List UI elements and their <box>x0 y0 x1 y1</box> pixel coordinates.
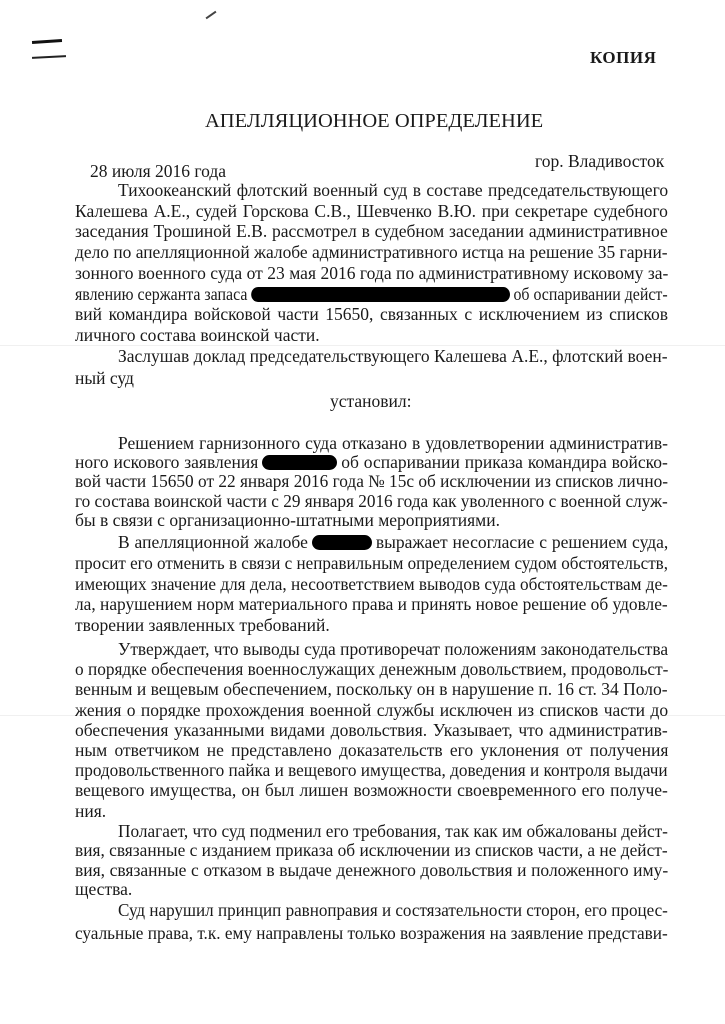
line-text: творении заявленных требований. <box>75 615 330 636</box>
line-text: личного состава воинской части. <box>75 324 320 345</box>
line-text: бы в связи с организационно-штатными мероприятиями. <box>75 509 500 530</box>
paragraph-line <box>75 472 668 491</box>
paragraph-line <box>75 222 668 241</box>
line-text: Тихоокеанский флотский военный суд в составе председательствующего <box>118 180 669 200</box>
paragraph-line <box>75 453 668 472</box>
paragraph-line <box>75 554 668 573</box>
document-title: АПЕЛЛЯЦИОННОЕ ОПРЕДЕЛЕНИЕ <box>205 110 544 132</box>
paragraph-line <box>75 841 668 860</box>
paragraph-line <box>75 305 668 324</box>
line-text: вий командира войсковой части 15650, связанных с исключением из списков <box>75 304 669 325</box>
line-text: Заслушав доклад председательствующего Калешева А.Е., флотский воен- <box>118 346 668 366</box>
line-text: Полагает, что суд подменил его требования, так как им обжалованы дейст- <box>118 821 668 841</box>
paragraph-line <box>75 264 668 283</box>
paragraph-line <box>75 202 668 221</box>
paragraph-line <box>75 861 668 880</box>
paragraph-line <box>75 802 106 821</box>
copy-stamp: КОПИЯ <box>590 48 657 67</box>
paragraph-line <box>75 721 668 740</box>
paragraph-line <box>118 901 668 920</box>
paragraph-line <box>75 680 668 699</box>
redaction-block <box>251 287 510 302</box>
line-text: Решением гарнизонного суда отказано в удовлетворении административ- <box>118 433 669 453</box>
resolution-heading: установил: <box>330 391 412 411</box>
paragraph-line <box>118 347 668 366</box>
paragraph-line <box>75 575 668 594</box>
paragraph-line <box>75 924 668 943</box>
line-text: вой части 15650 от 22 января 2016 года № 15с об исключении из списков лично- <box>75 471 669 492</box>
line-text: явлению сержанта запаса <box>75 283 248 304</box>
paragraph-line <box>75 660 668 679</box>
paragraph-line <box>75 880 132 899</box>
paragraph-line <box>75 511 500 530</box>
redaction-block <box>262 455 337 470</box>
line-text: продовольственного пайка и вещевого имущества, доведения и контроля выдачи <box>75 760 668 781</box>
line-text: суальные права, т.к. ему направлены только возражения на заявление представи- <box>75 923 668 943</box>
handwritten-mark <box>32 55 66 59</box>
document-date: 28 июля 2016 года <box>90 161 227 181</box>
line-text: ным ответчиком не представлено доказательств его уклонения от получения <box>75 740 669 760</box>
line-text: Калешева А.Е., судей Горскова С.В., Шевченко В.Ю. при секретаре судебного <box>75 200 668 221</box>
paragraph-line <box>75 761 668 780</box>
handwritten-mark <box>32 39 62 44</box>
line-text: имеющих значение для дела, несоответствием выводов суда обстоятельствам де- <box>75 573 668 594</box>
paragraph-line <box>75 741 668 760</box>
paragraph-line <box>75 616 330 635</box>
paragraph-line <box>118 822 668 841</box>
redaction-block <box>312 535 372 550</box>
line-text: щества. <box>75 879 133 900</box>
paragraph-line <box>75 781 668 800</box>
paragraph-line <box>118 181 668 200</box>
line-text: Суд нарушил принцип равноправия и состязательности сторон, его процес- <box>118 900 668 920</box>
line-text: обеспечения указанными видами довольствия. Указывает, что административ- <box>75 719 668 740</box>
line-text: выражает несогласие с решением суда, <box>375 532 669 552</box>
paragraph-line <box>75 243 668 262</box>
line-text: Утверждает, что выводы суда противоречат положениям законодательства <box>118 639 669 659</box>
paragraph-line <box>118 533 668 552</box>
line-text: о порядке обеспечения военнослужащих денежным довольствием, продовольст- <box>75 659 669 680</box>
line-text: ла, нарушением норм материального права и принять новое решение об удовле- <box>75 594 668 615</box>
line-text: В апелляционной жалобе <box>118 532 308 552</box>
line-text: жения о порядке прохождения военной службы исключен из списков части до <box>75 699 669 720</box>
line-text: об оспаривании дейст- <box>513 283 668 304</box>
line-text: вещевого имущества, он был лишен возможности своевременного его получе- <box>75 780 668 801</box>
line-text: ный суд <box>75 367 134 388</box>
line-text: вия, связанные с отказом в выдаче денежного довольствия и положенного иму- <box>75 859 669 880</box>
paragraph-line <box>75 595 668 614</box>
paragraph-line <box>75 326 320 345</box>
line-text: заседания Трошиной Е.В. рассмотрел в судебном заседании административное <box>75 221 668 242</box>
paragraph-line <box>75 285 668 304</box>
line-text: зонного военного суда от 23 мая 2016 года по административному исковому за- <box>75 262 669 283</box>
line-text: венным и вещевым обеспечением, поскольку он в нарушение п. 16 ст. 34 Поло- <box>75 679 668 700</box>
line-text: вия, связанные с изданием приказа об исключении из списков части, а не дейст- <box>75 840 668 861</box>
line-text: просит его отменить в связи с неправильным определением судом обстоятельств, <box>75 552 669 573</box>
line-text: об оспаривании приказа командира войско- <box>341 452 668 473</box>
line-text: ного искового заявления <box>75 452 259 473</box>
paragraph-line <box>118 640 668 659</box>
document-city: гор. Владивосток <box>535 151 665 171</box>
line-text: дело по апелляционной жалобе административного истца на решение 35 гарни- <box>75 242 668 263</box>
paragraph-line <box>75 701 668 720</box>
paragraph-line <box>75 369 134 388</box>
paragraph-line <box>75 492 668 511</box>
line-text: го состава воинской части с 29 января 2016 года как уволенного с военной служ- <box>75 490 668 511</box>
pen-tick-mark <box>206 11 217 20</box>
paragraph-line <box>118 434 668 453</box>
line-text: ния. <box>75 800 107 821</box>
